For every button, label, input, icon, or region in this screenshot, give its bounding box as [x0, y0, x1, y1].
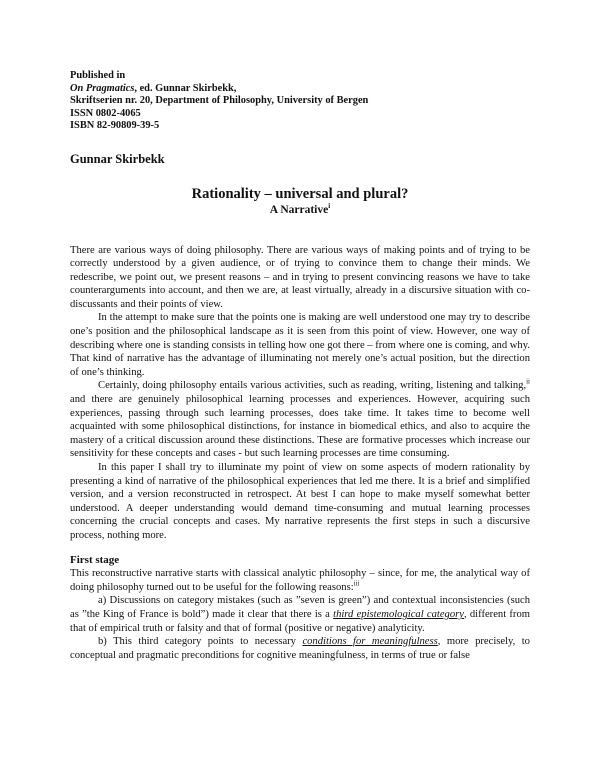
- endnote-marker[interactable]: i: [328, 201, 331, 210]
- document-page: [70, 70, 530, 662]
- paper-subtitle: [70, 203, 530, 217]
- paragraph-2: In the attempt to make sure that the points one is making are well understood one may try to describe one’s position and the philosophical landscape as it is seen from this point of view. However, one way of describing where one is standing consists in telling how one got there – from where one is coming, and why. That kind of narrative has the advantage of illuminating not merely one’s actual position, but the direction of one’s thinking.: [70, 312, 530, 378]
- endnote-marker[interactable]: iii: [353, 579, 360, 588]
- paragraph-1: There are various ways of doing philosophy. There are various ways of making points and of trying to be correctly understood by a given audience, or of trying to convince them to change their minds. We redescribe, we point out, we present reasons – and in trying to present convincing reasons we have to take counterarguments into account, and then we are, at least virtually, already in a discursive situation with co-discussants and their points of view.: [70, 244, 530, 310]
- emphasis-term: conditions for meaningfulness: [302, 636, 438, 648]
- emphasis-term: third epistemological category: [333, 608, 464, 620]
- publication-info: [70, 70, 530, 133]
- section-paragraph-3: [70, 635, 530, 662]
- issn-line: ISSN 0802-4065: [70, 107, 141, 119]
- section-paragraph-2-text-a: a) Discussions on category mistakes (such as ”seven is green”) and contextual inconsistencies (such as ”the King of France is bold”) made it clear that there is a: [70, 595, 530, 620]
- section-paragraph-1: [70, 567, 530, 594]
- isbn-line: ISBN 82-90809-39-5: [70, 120, 160, 131]
- endnote-marker[interactable]: ii: [526, 377, 530, 386]
- author-name: Gunnar Skirbekk: [70, 151, 165, 166]
- journal-editor: , ed. Gunnar Skirbekk,: [134, 82, 237, 94]
- section-paragraph-3-text-b: , more precisely, to conceptual and pragmatic preconditions for cognitive meaningfulness, in terms of true or false: [70, 636, 530, 661]
- journal-title: On Pragmatics: [70, 82, 135, 94]
- paragraph-3-text-a: Certainly, doing philosophy entails various activities, such as reading, writing, listening and talking,: [98, 380, 527, 392]
- section-paragraph-1-text: This reconstructive narrative starts with classical analytic philosophy – since, for me, the analytical way of doing philosophy turned out to be useful for the following reasons:: [70, 568, 530, 593]
- paragraph-3: [70, 379, 530, 461]
- body-text: [70, 244, 530, 663]
- section-paragraph-2-text-b: , different from that of empirical truth or falsity and that of formal (positive or negative) analyticity.: [70, 608, 530, 634]
- subtitle-text: A Narrative: [269, 203, 329, 216]
- published-in-label: Published in: [70, 70, 126, 81]
- paragraph-3-text-b: and there are genuinely philosophical learning processes and experiences. However, acquiring such experiences, passing through such learning processes, does take time. It takes time to become well acquainted with some philosophical distinctions, for instance in biomedical ethics, and also to acquire the mastery of a critical discussion around these distinctions. These are formative processes which increase our sensitivity for these concepts and cases - but such learning processes are time consuming.: [70, 394, 530, 460]
- series-line: Skriftserien nr. 20, Department of Philosophy, University of Bergen: [70, 95, 369, 106]
- section-paragraph-3-text-a: b) This third category points to necessary: [98, 636, 303, 648]
- paper-title: Rationality – universal and plural?: [191, 185, 409, 202]
- journal-line: [70, 83, 530, 96]
- section-heading: First stage: [70, 553, 120, 566]
- paragraph-4: In this paper I shall try to illuminate my point of view on some aspects of modern rationality by presenting a kind of narrative of the philosophical experiences that led me there. It is a brief and simplified version, and a version reconstructed in retrospect. At best I can hope to make myself somewhat better understood. A deeper understanding would demand time-consuming and mutual learning processes concerning the crucial concepts and cases. My narrative represents the first steps in such a discursive process, nothing more.: [70, 462, 530, 541]
- section-paragraph-2: [70, 594, 530, 635]
